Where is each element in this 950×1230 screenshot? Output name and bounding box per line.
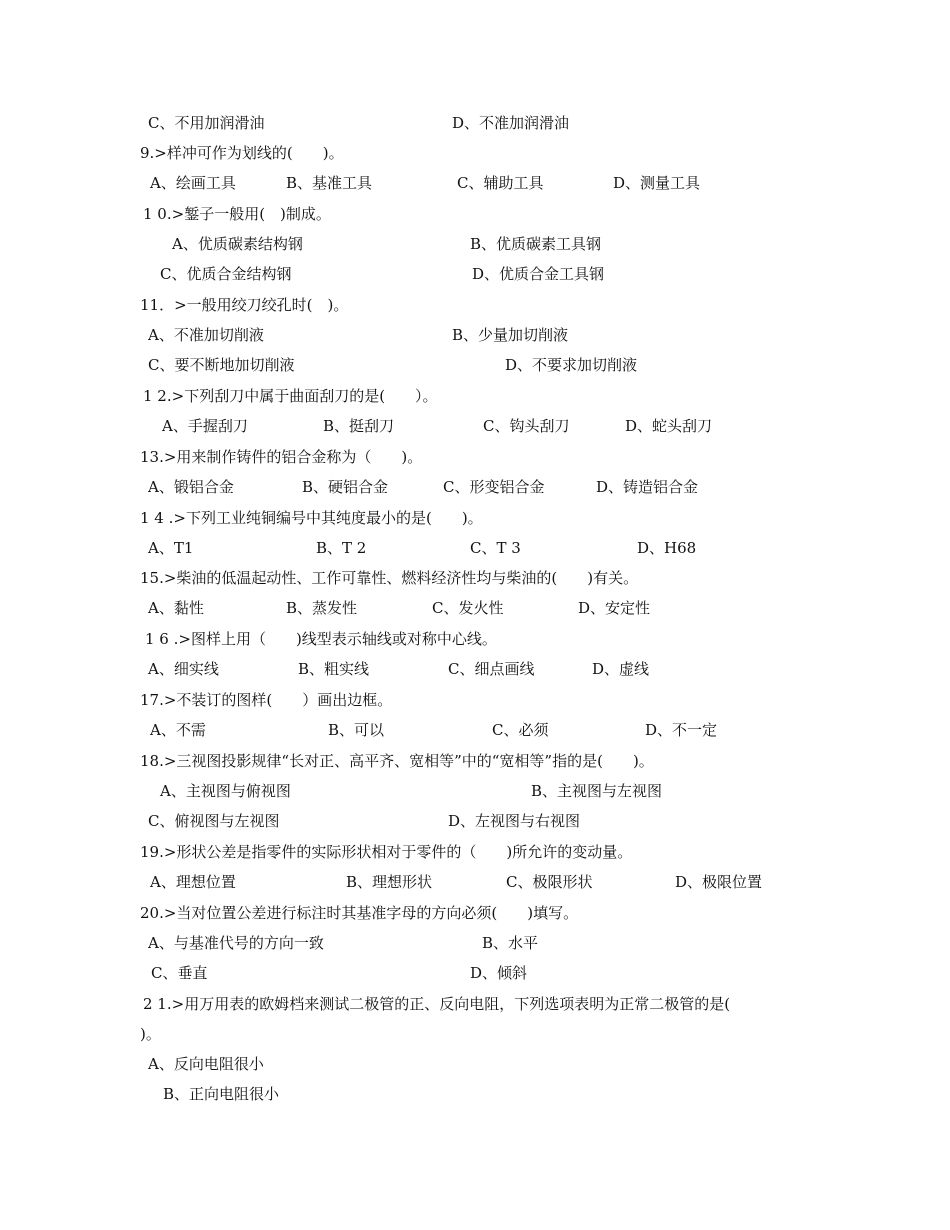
q21-option-a-row bbox=[0, 1053, 950, 1075]
option-b: B、正向电阻很小 bbox=[163, 1085, 280, 1103]
option-a: A、细实线 bbox=[148, 660, 219, 678]
option-c: C、必须 bbox=[492, 721, 549, 739]
option-b: B、理想形状 bbox=[346, 873, 433, 891]
question-text: 2 1.>用万用表的欧姆档来测试二极管的正、反向电阻，下列选项表明为正常二极管的是( bbox=[143, 995, 731, 1013]
q16-options bbox=[0, 658, 950, 680]
option-d: D、测量工具 bbox=[613, 174, 701, 192]
question-text: 13.>用来制作铸件的铝合金称为（ )。 bbox=[140, 448, 423, 466]
option-b: B、少量加切削液 bbox=[452, 326, 569, 344]
q19-options bbox=[0, 871, 950, 893]
option-a: A、理想位置 bbox=[150, 873, 236, 891]
option-a: A、与基准代号的方向一致 bbox=[148, 934, 324, 952]
option-b: B、T 2 bbox=[316, 539, 367, 557]
q13-options bbox=[0, 476, 950, 498]
question-text: 9.>样冲可作为划线的( )。 bbox=[140, 144, 344, 162]
option-c: C、不用加润滑油 bbox=[148, 114, 265, 132]
question-text: 1 6 .>图样上用（ )线型表示轴线或对称中心线。 bbox=[145, 630, 497, 648]
option-c: C、形变铝合金 bbox=[443, 478, 545, 496]
option-c: C、要不断地加切削液 bbox=[148, 356, 295, 374]
question-text: 19.>形状公差是指零件的实际形状相对于零件的（ )所允许的变动量。 bbox=[140, 843, 633, 861]
option-d: D、不要求加切削液 bbox=[505, 356, 638, 374]
q15-options bbox=[0, 597, 950, 619]
question-text: 11．>一般用绞刀绞孔时( )。 bbox=[140, 296, 349, 314]
option-a: A、T1 bbox=[148, 539, 194, 557]
question-text: 15.>柴油的低温起动性、工作可靠性、燃料经济性均与柴油的( )有关。 bbox=[140, 569, 639, 587]
option-d: D、左视图与右视图 bbox=[448, 812, 581, 830]
option-d: D、倾斜 bbox=[470, 964, 528, 982]
q17-stem bbox=[0, 689, 950, 711]
q14-options bbox=[0, 537, 950, 559]
option-c: C、优质合金结构钢 bbox=[160, 265, 292, 283]
q20-options-row2 bbox=[0, 962, 950, 984]
question-text-end: )。 bbox=[140, 1025, 161, 1043]
q18-options-row1 bbox=[0, 780, 950, 802]
option-b: B、硬铝合金 bbox=[302, 478, 389, 496]
q10-options-row2 bbox=[0, 263, 950, 285]
option-b: B、蒸发性 bbox=[286, 599, 358, 617]
option-b: B、基准工具 bbox=[286, 174, 373, 192]
option-d: D、蛇头刮刀 bbox=[625, 417, 713, 435]
question-text: 20.>当对位置公差进行标注时其基准字母的方向必须( )填写。 bbox=[140, 904, 579, 922]
q11-stem bbox=[0, 294, 950, 316]
q10-stem bbox=[0, 203, 950, 225]
q9-stem bbox=[0, 142, 950, 164]
q18-options-row2 bbox=[0, 810, 950, 832]
option-c: C、细点画线 bbox=[448, 660, 535, 678]
q19-stem bbox=[0, 841, 950, 863]
q11-options-row1 bbox=[0, 324, 950, 346]
option-b: B、水平 bbox=[482, 934, 539, 952]
option-c: C、俯视图与左视图 bbox=[148, 812, 280, 830]
option-a: A、主视图与俯视图 bbox=[160, 782, 291, 800]
option-d: D、不一定 bbox=[645, 721, 718, 739]
question-text: 1 2.>下列刮刀中属于曲面刮刀的是( ）。 bbox=[143, 387, 438, 405]
q9-options bbox=[0, 172, 950, 194]
q8-options-row2 bbox=[0, 112, 950, 134]
q18-stem bbox=[0, 750, 950, 772]
option-a: A、不准加切削液 bbox=[148, 326, 264, 344]
option-c: C、发火性 bbox=[432, 599, 504, 617]
q14-stem bbox=[0, 507, 950, 529]
q21-stem-continuation bbox=[0, 1023, 950, 1045]
option-a: A、反向电阻很小 bbox=[148, 1055, 264, 1073]
q15-stem bbox=[0, 567, 950, 589]
option-c: C、T 3 bbox=[470, 539, 521, 557]
q12-options bbox=[0, 415, 950, 437]
q11-options-row2 bbox=[0, 354, 950, 376]
option-a: A、手握刮刀 bbox=[162, 417, 248, 435]
option-d: D、不准加润滑油 bbox=[452, 114, 570, 132]
q20-options-row1 bbox=[0, 932, 950, 954]
q21-option-b-row bbox=[0, 1083, 950, 1105]
q17-options bbox=[0, 719, 950, 741]
option-b: B、挺刮刀 bbox=[323, 417, 395, 435]
option-a: A、黏性 bbox=[148, 599, 204, 617]
option-b: B、主视图与左视图 bbox=[531, 782, 663, 800]
option-c: C、垂直 bbox=[151, 964, 208, 982]
option-a: A、不需 bbox=[150, 721, 206, 739]
question-text: 18.>三视图投影规律“长对正、高平齐、宽相等”中的“宽相等”指的是( )。 bbox=[140, 752, 654, 770]
option-d: D、极限位置 bbox=[675, 873, 763, 891]
q20-stem bbox=[0, 902, 950, 924]
question-text: 1 0.>錾子一般用( )制成。 bbox=[143, 205, 331, 223]
option-a: A、绘画工具 bbox=[150, 174, 236, 192]
option-b: B、粗实线 bbox=[298, 660, 370, 678]
q16-stem bbox=[0, 628, 950, 650]
q13-stem bbox=[0, 446, 950, 468]
q10-options-row1 bbox=[0, 233, 950, 255]
option-d: D、安定性 bbox=[578, 599, 651, 617]
option-c: C、钩头刮刀 bbox=[483, 417, 570, 435]
option-c: C、极限形状 bbox=[506, 873, 593, 891]
option-b: B、优质碳素工具钢 bbox=[470, 235, 602, 253]
option-d: D、优质合金工具钢 bbox=[472, 265, 605, 283]
q21-stem bbox=[0, 993, 950, 1015]
option-a: A、优质碳素结构钢 bbox=[172, 235, 303, 253]
option-d: D、H68 bbox=[637, 539, 697, 557]
question-text: 1 4 .>下列工业纯铜编号中其纯度最小的是( )。 bbox=[140, 509, 483, 527]
option-c: C、辅助工具 bbox=[457, 174, 544, 192]
option-a: A、锻铝合金 bbox=[148, 478, 234, 496]
option-b: B、可以 bbox=[328, 721, 385, 739]
option-d: D、虚线 bbox=[592, 660, 650, 678]
q12-stem bbox=[0, 385, 950, 407]
option-d: D、铸造铝合金 bbox=[596, 478, 699, 496]
question-text: 17.>不装订的图样( ）画出边框。 bbox=[140, 691, 393, 709]
